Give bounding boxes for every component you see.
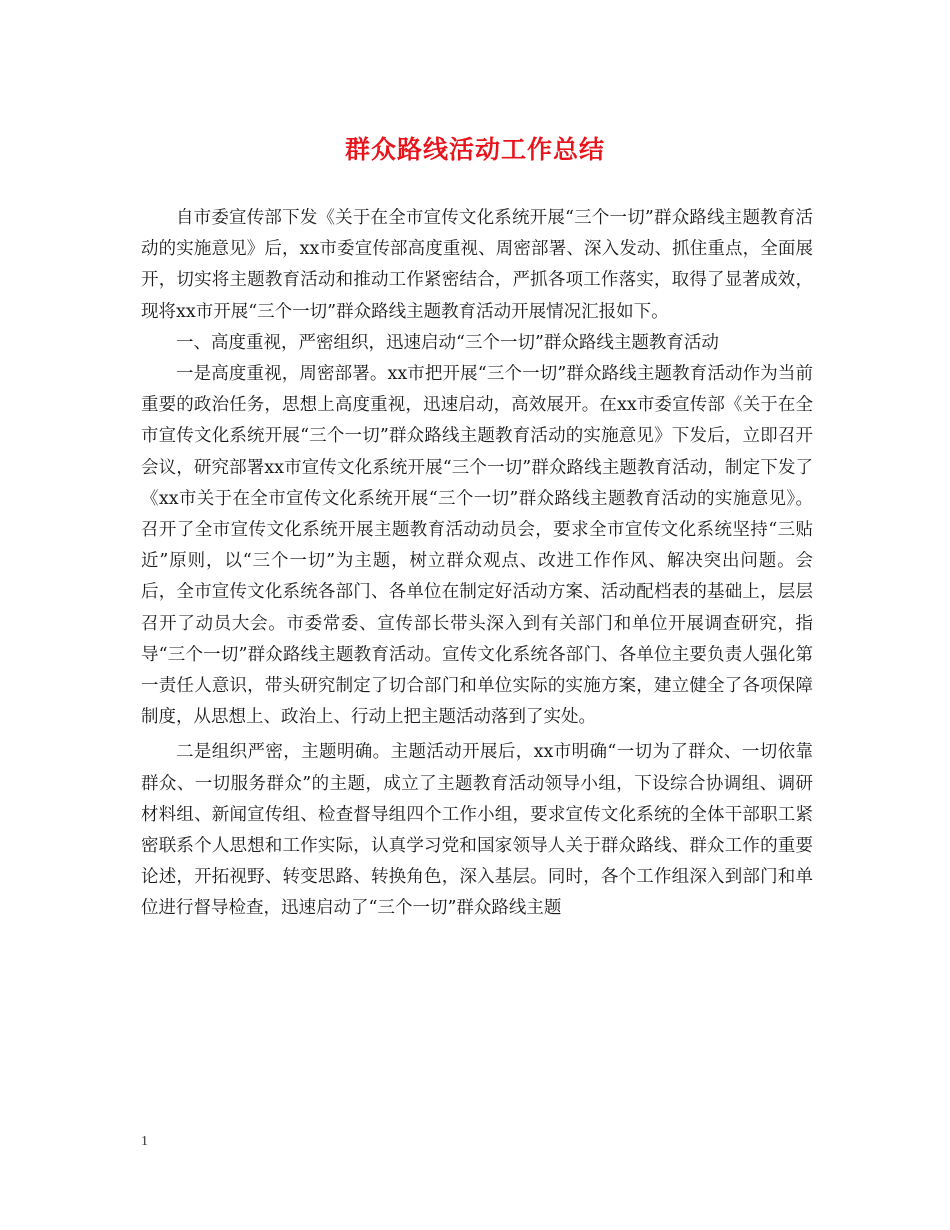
document-title: 群众路线活动工作总结	[344, 135, 605, 164]
document-body	[141, 203, 813, 925]
paragraph-intro: 自市委宣传部下发《关于在全市宣传文化系统开展“三个一切”群众路线主题教育活动的实施意见》后，xx市委宣传部高度重视、周密部署、深入发动、抓住重点，全面展开，切实将主题教育活动和推动工作紧密结合，严抓各项工作落实，取得了显著成效，现将xx市开展“三个一切”群众路线主题教育活动开展情况汇报如下。	[141, 208, 813, 322]
page-number: 1	[141, 1134, 148, 1149]
paragraph-point-two: 二是组织严密，主题明确。主题活动开展后，xx市明确“一切为了群众、一切依靠群众、一切服务群众”的主题，成立了主题教育活动领导小组，下设综合协调组、调研材料组、新闻宣传组、检查督导组四个工作小组，要求宣传文化系统的全体干部职工紧密联系个人思想和工作实际，认真学习党和国家领导人关于群众路线、群众工作的重要论述，开拓视野、转变思路、转换角色，深入基层。同时，各个工作组深入到部门和单位进行督导检查，迅速启动了“三个一切”群众路线主题	[141, 742, 813, 919]
section-heading-one: 一、高度重视，严密组织，迅速启动“三个一切”群众路线主题教育活动	[176, 332, 719, 353]
paragraph-point-one: 一是高度重视，周密部署。xx市把开展“三个一切”群众路线主题教育活动作为当前重要的政治任务，思想上高度重视，迅速启动，高效展开。在xx市委宣传部《关于在全市宣传文化系统开展“三个一切”群众路线主题教育活动的实施意见》下发后，立即召开会议，研究部署xx市宣传文化系统开展“三个一切”群众路线主题教育活动，制定下发了《xx市关于在全市宣传文化系统开展“三个一切”群众路线主题教育活动的实施意见》。召开了全市宣传文化系统开展主题教育活动动员会，要求全市宣传文化系统坚持“三贴近”原则，以“三个一切”为主题，树立群众观点、改进工作作风、解决突出问题。会后，全市宣传文化系统各部门、各单位在制定好活动方案、活动配档表的基础上，层层召开了动员大会。市委常委、宣传部长带头深入到有关部门和单位开展调查研究，指导“三个一切”群众路线主题教育活动。宣传文化系统各部门、各单位主要负责人强化第一责任人意识，带头研究制定了切合部门和单位实际的实施方案，建立健全了各项保障制度，从思想上、政治上、行动上把主题活动落到了实处。	[141, 364, 813, 728]
